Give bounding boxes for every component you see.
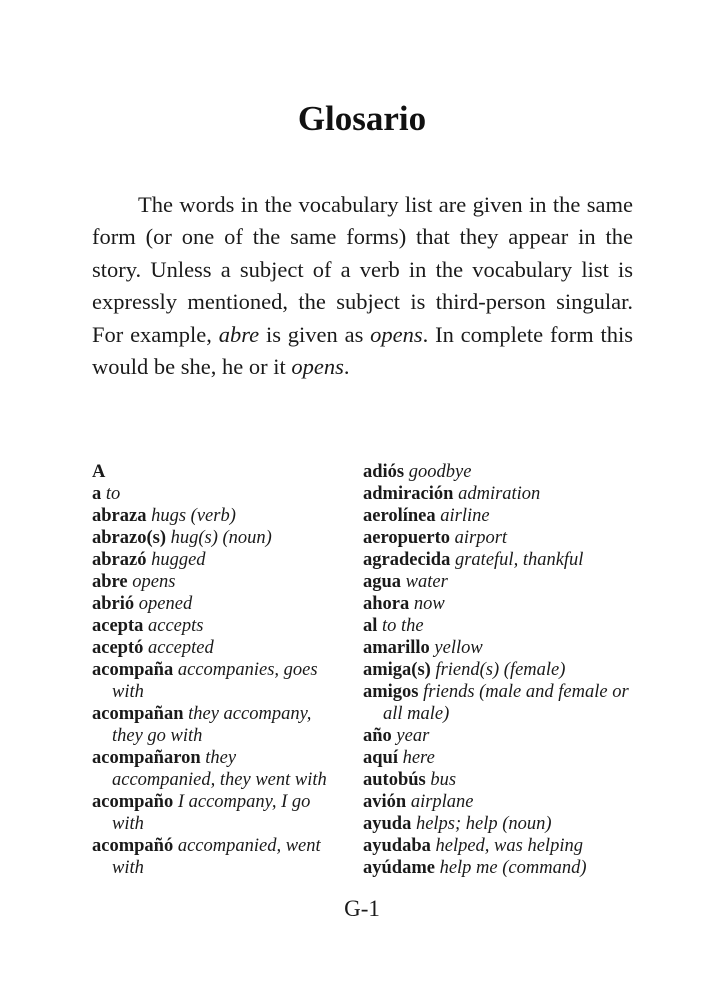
entry-term: amarillo: [363, 638, 430, 658]
entry-definition: help me (command): [439, 858, 587, 878]
entry-term: al: [363, 616, 378, 636]
entry-definition: friend(s) (female): [435, 660, 566, 680]
glossary-entry: [363, 835, 635, 857]
entry-definition: hugged: [151, 550, 206, 570]
glossary-entry: [92, 747, 332, 791]
entry-term: abraza: [92, 506, 147, 526]
glossary-column-right: [363, 461, 635, 879]
intro-text-segment: is given as: [259, 321, 371, 347]
glossary-entry: [363, 791, 635, 813]
entry-term: agradecida: [363, 550, 451, 570]
page-number: G-1: [344, 896, 380, 921]
entry-term: ayúdame: [363, 858, 435, 878]
entry-definition: airplane: [410, 792, 474, 812]
entry-term: acepta: [92, 616, 144, 636]
entry-definition: airline: [440, 506, 490, 526]
entry-term: aeropuerto: [363, 528, 450, 548]
entry-term: acompaño: [92, 792, 174, 812]
entry-definition: now: [413, 594, 445, 614]
glossary-entry: [92, 505, 332, 527]
entry-definition: to the: [382, 616, 424, 636]
entry-definition: goodbye: [408, 462, 472, 482]
entry-term: adiós: [363, 462, 405, 482]
glossary-entry: [363, 813, 635, 835]
entry-term: acompañaron: [92, 748, 201, 768]
entry-term: a: [92, 484, 102, 504]
entry-term: año: [363, 726, 392, 746]
entry-term: agua: [363, 572, 402, 592]
glossary-entry: [363, 615, 635, 637]
entry-term: acompañó: [92, 836, 174, 856]
entry-definition: bus: [430, 770, 457, 790]
entry-definition: accompanies, goes with: [112, 660, 318, 702]
entry-definition: airport: [454, 528, 508, 548]
entry-definition: yellow: [434, 638, 483, 658]
entry-term: A: [92, 462, 106, 482]
glossary-entry: [363, 483, 635, 505]
entry-definition: to: [105, 484, 121, 504]
entry-definition: year: [396, 726, 430, 746]
glossary-entry: [92, 835, 332, 879]
entry-term: abre: [92, 572, 128, 592]
glossary-entry: [92, 527, 332, 549]
glossary-entry: [363, 527, 635, 549]
entry-definition: opened: [138, 594, 193, 614]
intro-paragraph: [92, 189, 633, 384]
intro-text-segment: . In complete form this would be she, he or it: [92, 321, 634, 379]
glossary-entry: [363, 725, 635, 747]
glossary-entry: [92, 615, 332, 637]
glossary-entry: [363, 769, 635, 791]
entry-term: avión: [363, 792, 407, 812]
entry-definition: helped, was helping: [435, 836, 583, 856]
page-title: Glosario: [297, 99, 427, 139]
intro-italic-segment: opens: [370, 321, 423, 347]
entry-term: abrazó: [92, 550, 147, 570]
entry-definition: accepted: [148, 638, 214, 658]
entry-definition: here: [402, 748, 435, 768]
glossary-entry: [363, 571, 635, 593]
entry-definition: admiration: [458, 484, 541, 504]
glossary-entry: [363, 505, 635, 527]
entry-term: aquí: [363, 748, 398, 768]
entry-definition: helps; help (noun): [415, 814, 552, 834]
glossary-entry: [363, 461, 635, 483]
glossary-entry: [92, 483, 332, 505]
glossary-columns: [92, 461, 640, 879]
intro-text-segment: The words in the vocabulary list are given in the same form (or one of the same forms) that they appear in the story. Unless a subject of a verb in the vocabulary list is expressly mentioned, the subject is third-person singular. For example,: [92, 191, 633, 347]
glossary-entry: [363, 681, 635, 725]
entry-definition: friends (male and female or all male): [383, 682, 629, 724]
glossary-entry: [363, 593, 635, 615]
entry-term: acompañan: [92, 704, 184, 724]
intro-italic-segment: abre: [218, 321, 260, 347]
glossary-entry: [92, 593, 332, 615]
entry-term: amigos: [363, 682, 419, 702]
glossary-entry: [92, 659, 332, 703]
glossary-entry: [363, 549, 635, 571]
entry-term: amiga(s): [363, 660, 431, 680]
intro-italic-segment: opens: [291, 354, 344, 379]
entry-term: ayudaba: [363, 836, 431, 856]
entry-definition: opens: [132, 572, 176, 592]
glossary-entry: [92, 549, 332, 571]
glossary-column-left: [92, 461, 332, 879]
glossary-entry: [92, 571, 332, 593]
section-letter: [92, 461, 332, 483]
entry-term: ahora: [363, 594, 410, 614]
entry-definition: accepts: [148, 616, 204, 636]
entry-term: admiración: [363, 484, 454, 504]
glossary-entry: [363, 637, 635, 659]
entry-definition: grateful, thankful: [454, 550, 584, 570]
intro-text-segment: .: [343, 354, 350, 379]
entry-definition: they accompanied, they went with: [112, 748, 327, 790]
glossary-entry: [92, 791, 332, 835]
glossary-entry: [92, 637, 332, 659]
entry-term: aceptó: [92, 638, 144, 658]
entry-term: ayuda: [363, 814, 412, 834]
glossary-entry: [92, 703, 332, 747]
entry-definition: water: [405, 572, 448, 592]
entry-term: autobús: [363, 770, 426, 790]
entry-definition: I accompany, I go with: [112, 792, 311, 834]
entry-definition: hug(s) (noun): [170, 528, 272, 548]
glossary-entry: [363, 747, 635, 769]
glossary-entry: [363, 659, 635, 681]
entry-definition: they accompany, they go with: [112, 704, 312, 746]
entry-term: abrió: [92, 594, 135, 614]
glossary-entry: [363, 857, 635, 879]
entry-term: aerolínea: [363, 506, 436, 526]
entry-definition: hugs (verb): [151, 506, 236, 526]
entry-term: acompaña: [92, 660, 174, 680]
entry-term: abrazo(s): [92, 528, 166, 548]
entry-definition: accompanied, went with: [112, 836, 321, 878]
